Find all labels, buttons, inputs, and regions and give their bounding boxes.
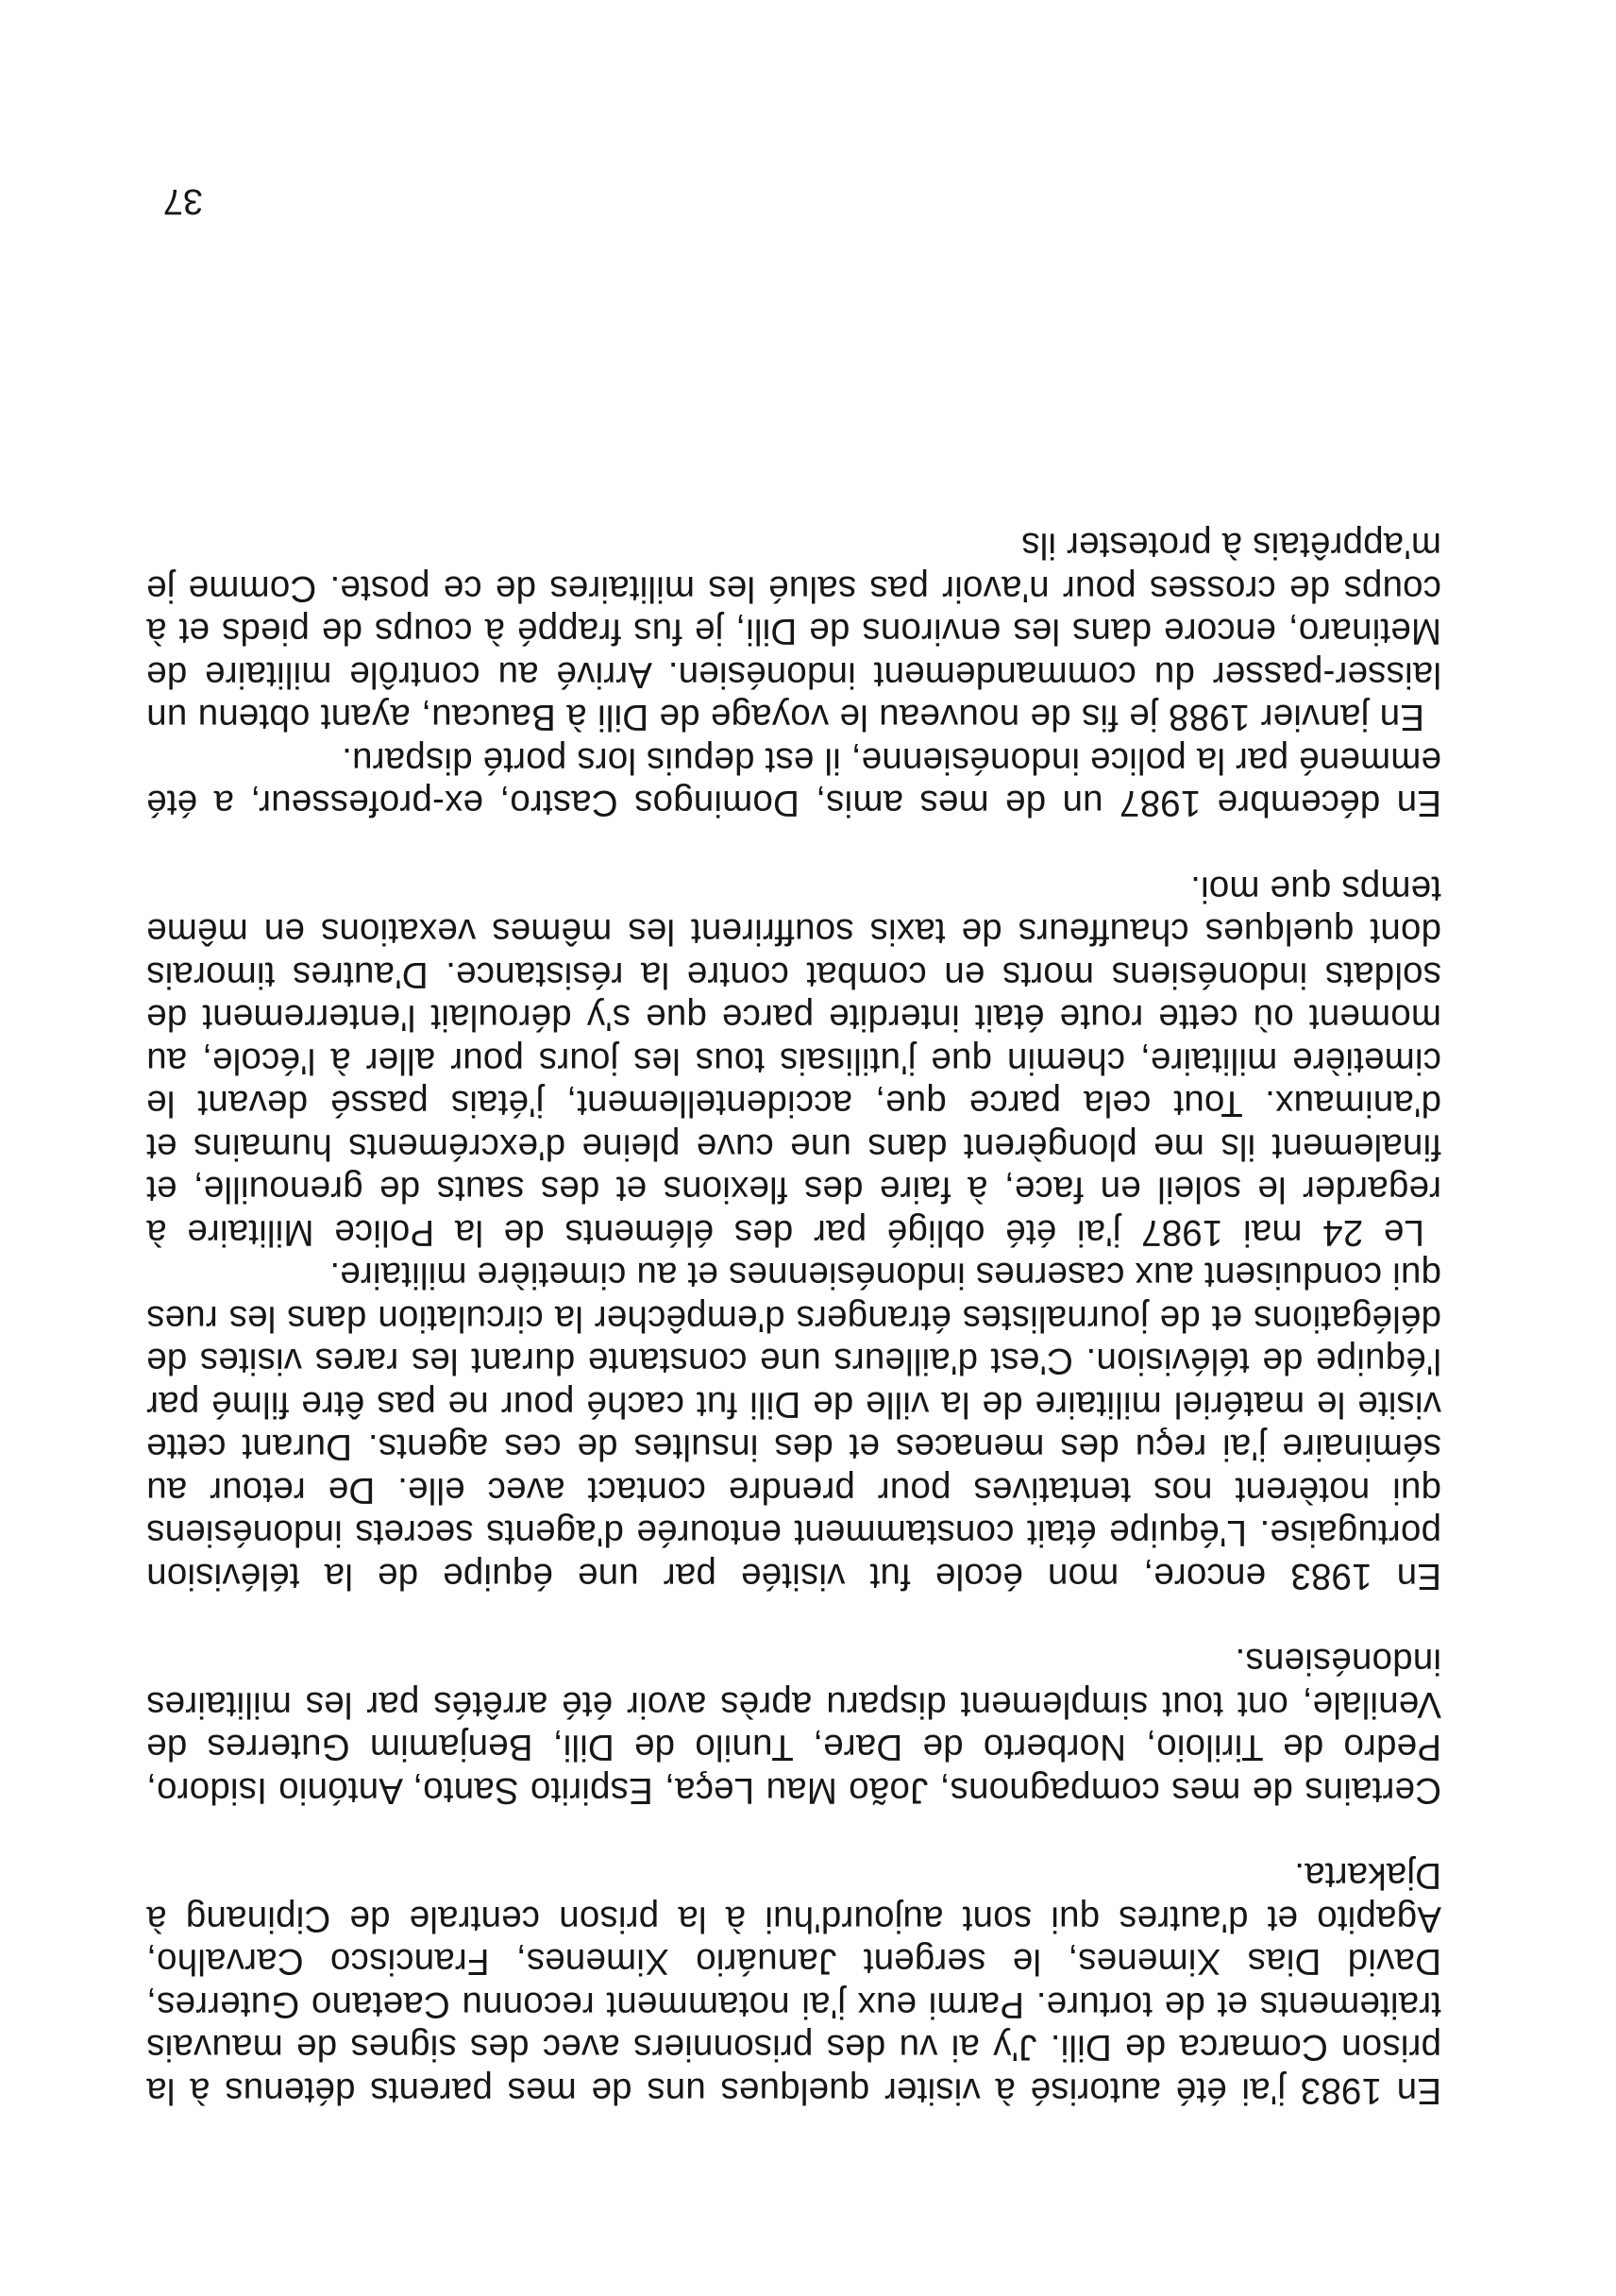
paragraph-military-police: Le 24 mai 1987 j'ai été obligé par des éléments de la Police Militaire à regarder le soleil en face, à faire des flexions et des sauts de grenouille, et finalement ils me plongèrent dans une cuve pleine d'excréments humains et d'animaux. Tout cela parce que, accidentellement, j'étais passé devant le cimetière militaire, chemin que j'utilisais tous les jours pour aller à l'école, au moment où cette route était interdite parce que s'y déroulait l'enterrement de soldats indonésiens morts en combat contre la résistance. D'autres timorais dont quelques chauffeurs de taxis souffrirent les mêmes vexations en même temps que moi. <box>146 869 1441 1253</box>
paragraph-disappeared-companions: Certains de mes compagnons, João Mau Leça, Espirito Santo, António Isidoro, Pedro de Tiriloio, Norberto de Dare, Tunilo de Dili, Benjamim Guterres de Venilale, ont tout simplement disparu après avoir été arrêtés par les militaires indonésiens. <box>146 1641 1441 1811</box>
paragraph-december-1987: En décembre 1987 un de mes amis, Domingos Castro, ex-professeur, a été emmené par la police indonésienne, il est depuis lors porté disparu. <box>146 740 1441 824</box>
paragraph-visit-prison: En 1983 j'ai été autorisé à visiter quelques uns de mes parents détenus à la prison Comarca de Dili. J'y ai vu des prisonniers avec des signes de mauvais traitements et de torture. Parmi eux j'ai notamment reconnu Caetano Guterres, David Dias Ximenes, le sergent Januário Ximenes, Francisco Carvalho, Agapito et d'autres qui sont aujourd'hui à la prison centrale de Cipinang à Djakarta. <box>146 1855 1441 2111</box>
paragraph-january-1988: En janvier 1988 je fis de nouveau le voyage de Dili à Baucau, ayant obtenu un laisser-passer du commandement indonésien. Arrivé au contrôle militaire de Metinaro, encore dans les environs de Dili, je fus frappé à coups de pieds et à coups de crosses pour n'avoir pas salué les militaires de ce poste. Comme je m'apprêtais à protester ils <box>146 525 1441 738</box>
text-column <box>146 524 1441 2112</box>
paragraph-portuguese-television: En 1983 encore, mon école fut visitée par une équipe de la télévision portugaise. L'équipe était constamment entourée d'agents secrets indonésiens qui notèrent nos tentatives pour prendre contact avec elle. De retour au séminaire j'ai reçu des menaces et des insultes de ces agents. Durant cette visite le matériel militaire de la ville de Dili fut caché pour ne pas être filmé par l'équipe de télévision. C'est d'ailleurs une constante durant les rares visites de délégations et de journalistes étrangers d'empêcher la circulation dans les rues qui conduisent aux casernes indonésiennes et au cimetière militaire. <box>146 1255 1441 1596</box>
page-number: 37 <box>162 181 203 221</box>
